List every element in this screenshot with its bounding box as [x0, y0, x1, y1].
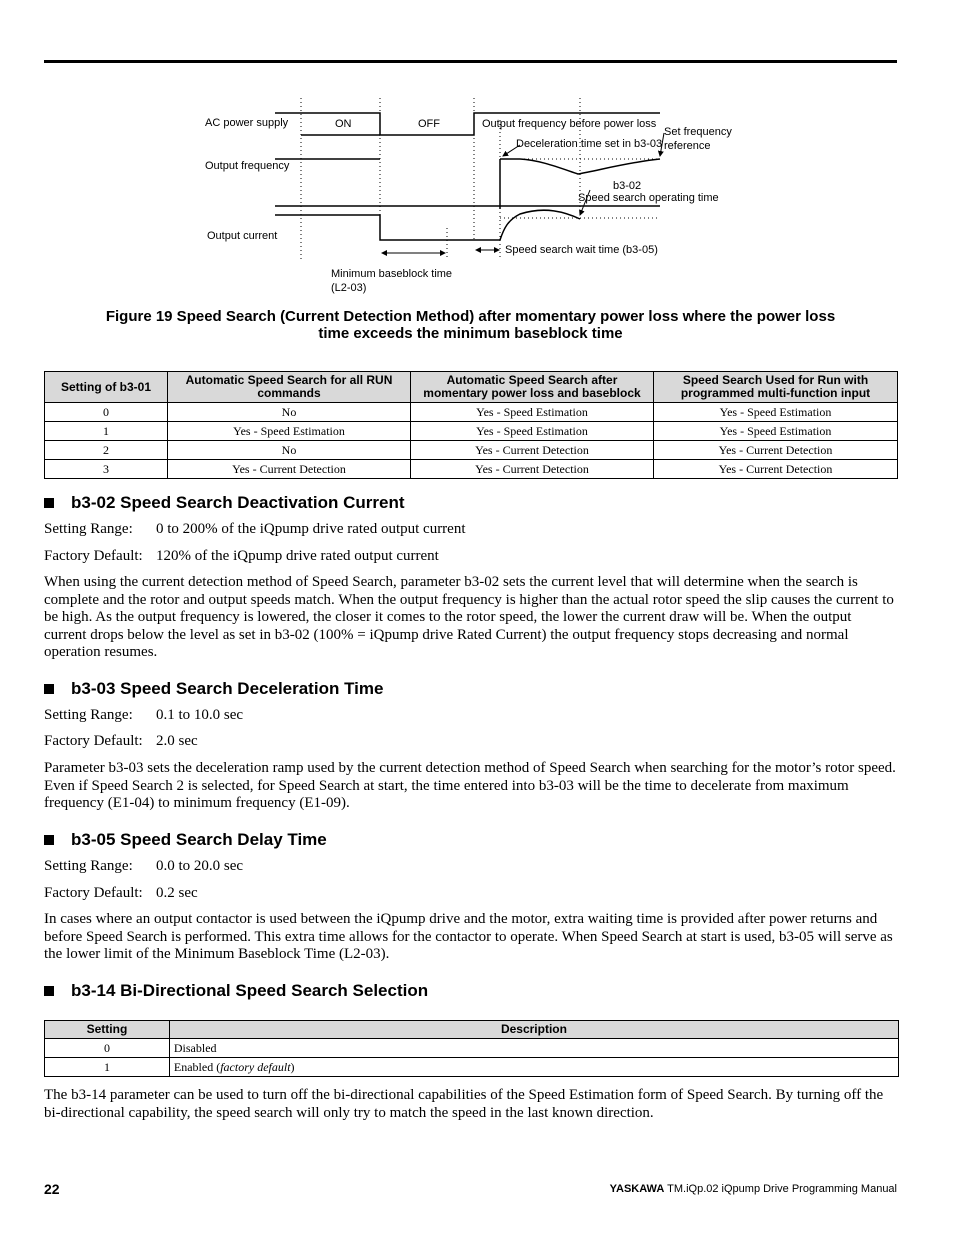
- table-header: Automatic Speed Search after momentary power loss and baseblock: [411, 372, 654, 403]
- table-row: [45, 441, 898, 460]
- label-on: ON: [335, 118, 352, 130]
- label-set-freq-2: reference: [664, 140, 711, 152]
- b3-14-table: [44, 1020, 899, 1077]
- label-off: OFF: [418, 118, 440, 130]
- table-cell: Yes - Speed Estimation: [654, 422, 898, 441]
- label-min-bb-2: (L2-03): [331, 282, 367, 294]
- table-cell: 2: [45, 441, 168, 460]
- page-number: 22: [44, 1181, 60, 1197]
- factory-default: Factory Default: 0.2 sec: [44, 885, 198, 901]
- table-header-row: [45, 372, 898, 403]
- factory-default-note: (factory default): [216, 1060, 295, 1074]
- section-heading-b3-05: b3-05 Speed Search Delay Time: [44, 830, 327, 850]
- section-heading-b3-14: b3-14 Bi-Directional Speed Search Selection: [44, 981, 428, 1001]
- bullet-square-icon: [44, 986, 54, 996]
- label-output-freq-before: Output frequency before power loss: [482, 118, 657, 130]
- table-cell: Yes - Speed Estimation: [168, 422, 411, 441]
- table-cell: 0: [45, 403, 168, 422]
- table-row: [45, 422, 898, 441]
- b3-01-table: [44, 371, 898, 479]
- setting-range: Setting Range: 0.0 to 20.0 sec: [44, 858, 244, 874]
- table-header: Automatic Speed Search for all RUN commands: [168, 372, 411, 403]
- table-cell: Disabled: [169, 1039, 898, 1058]
- table-cell: 3: [45, 460, 168, 479]
- table-cell: Yes - Speed Estimation: [411, 422, 654, 441]
- table-cell: 1: [45, 422, 168, 441]
- label-ac-power: AC power supply: [205, 117, 289, 129]
- label-output-current: Output current: [207, 230, 278, 242]
- table-header: Setting: [45, 1021, 170, 1039]
- setting-range: Setting Range: 0 to 200% of the iQpump drive rated output current: [44, 521, 466, 537]
- section-body: When using the current detection method of Speed Search, parameter b3-02 sets the current level that will determine when the search is complete and the rotor and output speeds match. When the output frequency is higher than the actual rotor speed the slip causes the current to be high. As the output frequency is lowered, the closer it comes to the rotor speed, the lower the current draw will be. When the output current drops below the level as set in b3-02 (100% = iQpump drive Rated Current) the output frequency stops decreasing and normal operation resumes.: [44, 574, 894, 660]
- table-header: Description: [169, 1021, 898, 1039]
- bullet-square-icon: [44, 684, 54, 694]
- caption-line-2: time exceeds the minimum baseblock time: [318, 325, 623, 342]
- table-row: [45, 1039, 899, 1058]
- table-cell: Yes - Speed Estimation: [654, 403, 898, 422]
- figure-caption: [44, 308, 897, 342]
- label-set-freq-1: Set frequency: [664, 126, 732, 138]
- table-row: [45, 403, 898, 422]
- timing-diagram: [0, 0, 954, 300]
- table-header-row: [45, 1021, 899, 1039]
- section-heading-b3-03: b3-03 Speed Search Deceleration Time: [44, 679, 383, 699]
- factory-default: Factory Default: 2.0 sec: [44, 733, 198, 749]
- factory-default: Factory Default: 120% of the iQpump drive rated output current: [44, 548, 439, 564]
- table-cell: No: [168, 403, 411, 422]
- table-row: [45, 460, 898, 479]
- table-cell: No: [168, 441, 411, 460]
- label-wait-time: Speed search wait time (b3-05): [505, 244, 658, 256]
- table-cell: 0: [45, 1039, 170, 1058]
- section-heading-b3-02: b3-02 Speed Search Deactivation Current: [44, 493, 405, 513]
- table-cell: Yes - Speed Estimation: [411, 403, 654, 422]
- bullet-square-icon: [44, 498, 54, 508]
- section-body: Parameter b3-03 sets the deceleration ramp used by the current detection method of Speed Search when searching for the motor’s rotor speed. Even if Speed Search 2 is selected, for Speed Search at start, the time entered into b3-03 will be the time to decelerate from maximum frequency (E1-04) to minimum frequency (E1-09).: [44, 760, 896, 811]
- bullet-square-icon: [44, 835, 54, 845]
- setting-range: Setting Range: 0.1 to 10.0 sec: [44, 707, 244, 723]
- table-cell: Yes - Current Detection: [411, 460, 654, 479]
- label-speed-search-op-time: Speed search operating time: [578, 192, 719, 204]
- final-paragraph: The b3-14 parameter can be used to turn off the bi-directional capabilities of the Speed Estimation form of Speed Search. By turning off the bi-directional capability, the speed search will only try to match the speed in the last known direction.: [44, 1087, 884, 1121]
- table-cell: Enabled (factory default): [169, 1058, 898, 1077]
- footer-doc-title: YASKAWA TM.iQp.02 iQpump Drive Programming Manual: [609, 1183, 897, 1195]
- table-cell: Yes - Current Detection: [168, 460, 411, 479]
- table-header: Setting of b3-01: [45, 372, 168, 403]
- caption-line-1: Figure 19 Speed Search (Current Detection Method) after momentary power loss where the power loss: [105, 308, 836, 325]
- label-output-frequency: Output frequency: [205, 160, 290, 172]
- table-cell: Yes - Current Detection: [654, 460, 898, 479]
- table-cell: Yes - Current Detection: [654, 441, 898, 460]
- table-cell: Yes - Current Detection: [411, 441, 654, 460]
- table-cell: 1: [45, 1058, 170, 1077]
- table-row: [45, 1058, 899, 1077]
- label-decel-time: Deceleration time set in b3-03: [516, 138, 663, 150]
- output-current-waveform: [275, 215, 474, 240]
- table-header: Speed Search Used for Run with programmed multi-function input: [654, 372, 898, 403]
- brand-name: YASKAWA: [609, 1183, 665, 1195]
- label-b302: b3-02: [613, 180, 642, 192]
- section-body: In cases where an output contactor is used between the iQpump drive and the motor, extra waiting time is provided after power returns and before Speed Search is performed. This extra time allows for the contactor to operate. When Speed Search at start is used, b3-05 will serve as the lower limit of the Minimum Baseblock Time (L2-03).: [44, 911, 893, 962]
- label-min-bb-1: Minimum baseblock time: [331, 268, 453, 280]
